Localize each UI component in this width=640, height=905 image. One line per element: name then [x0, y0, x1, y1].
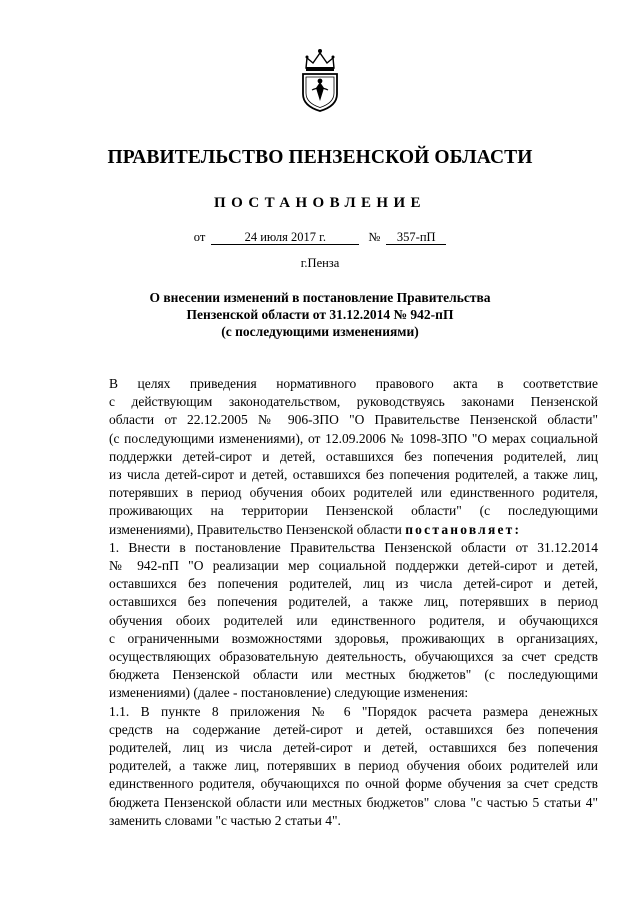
city: г.Пенза — [300, 256, 340, 270]
body-line: В целях приведения нормативного правового акта в соответствие — [109, 376, 598, 391]
body-line: потерявших в период обучения обоих родителей или единственного родителя, — [109, 485, 598, 501]
title-line: О внесении изменений в постановление Правительства — [149, 290, 491, 305]
body-line: (с последующими изменениями), от 12.09.2006 № 1098-ЗПО "О мерах социальной — [109, 430, 598, 446]
body-line: родителей, а также лиц, потерявших в период обучения обоих родителей или — [109, 758, 598, 774]
body-line: № 942-пП "О реализации мер социальной поддержки детей-сирот и детей, — [109, 558, 598, 574]
body-line: обучения обоих родителей или единственного родителя, и обучающихся — [109, 612, 598, 628]
body-line: оставшихся без попечения родителей, а также лиц, потерявших в период — [109, 594, 598, 610]
body-line: заменить словами "с частью 2 статьи 4". — [109, 812, 341, 828]
document-body — [79, 375, 598, 830]
body-line-text: изменениями), Правительство Пензенской области — [109, 521, 406, 537]
document-number: 357-пП — [386, 230, 446, 245]
body-line: области от 22.12.2005 № 906-ЗПО "О Правительстве Пензенской области" — [109, 412, 598, 428]
date-prefix: от — [193, 230, 206, 244]
date-number-line — [0, 230, 640, 245]
paragraph-item-1-1 — [79, 703, 598, 830]
body-line: единственного родителя, обучающихся по очной форме обучения за счет средств — [109, 776, 598, 792]
body-line: оставшихся без попечения родителей, лиц из числа детей-сирот и детей, — [109, 576, 598, 592]
body-line: бюджета Пензенской области или местных бюджетов" (с последующими — [109, 667, 598, 683]
paragraph-preamble — [79, 375, 598, 539]
body-line: бюджета Пензенской области или местных бюджетов" слова "с частью 5 статьи 4" — [109, 794, 598, 810]
document-date: 24 июля 2017 г. — [211, 230, 359, 245]
body-line: с действующим законодательством, руководствуясь законами Пензенской — [109, 394, 598, 410]
document-title — [0, 289, 640, 340]
body-line: родителей, лиц из числа детей-сирот и детей, оставшихся без попечения — [109, 740, 598, 756]
title-line: Пензенской области от 31.12.2014 № 942-пП — [186, 307, 454, 322]
coat-of-arms-emblem — [297, 46, 343, 112]
resolution-keyword: постановляет: — [405, 521, 522, 537]
body-line: изменениями) (далее - постановление) следующие изменения: — [109, 685, 469, 701]
body-line: из числа детей-сирот и детей, оставшихся без попечения родителей, а также лиц, — [109, 467, 598, 483]
body-line: с ограниченными возможностями здоровья, проживающих в организациях, — [109, 630, 598, 646]
body-line: 1.1. В пункте 8 приложения № 6 "Порядок расчета размера денежных — [109, 703, 598, 719]
body-line: поддержки детей-сирот и детей, оставшихся без попечения родителей, лиц — [109, 448, 598, 464]
number-prefix: № — [368, 230, 381, 244]
paragraph-item-1 — [79, 539, 598, 703]
body-line: 1. Внести в постановление Правительства Пензенской области от 31.12.2014 — [109, 539, 598, 555]
body-line: проживающих на территории Пензенской области" (с последующими — [109, 503, 598, 519]
organization-name: ПРАВИТЕЛЬСТВО ПЕНЗЕНСКОЙ ОБЛАСТИ — [107, 147, 533, 168]
body-line: осуществляющих образовательную деятельность, обучающихся за счет средств — [109, 649, 598, 665]
document-type: ПОСТАНОВЛЕНИЕ — [214, 195, 426, 211]
title-line: (с последующими изменениями) — [221, 324, 419, 339]
body-line — [79, 521, 598, 539]
body-line: средств на содержание детей-сирот и детей, оставшихся без попечения — [109, 721, 598, 737]
